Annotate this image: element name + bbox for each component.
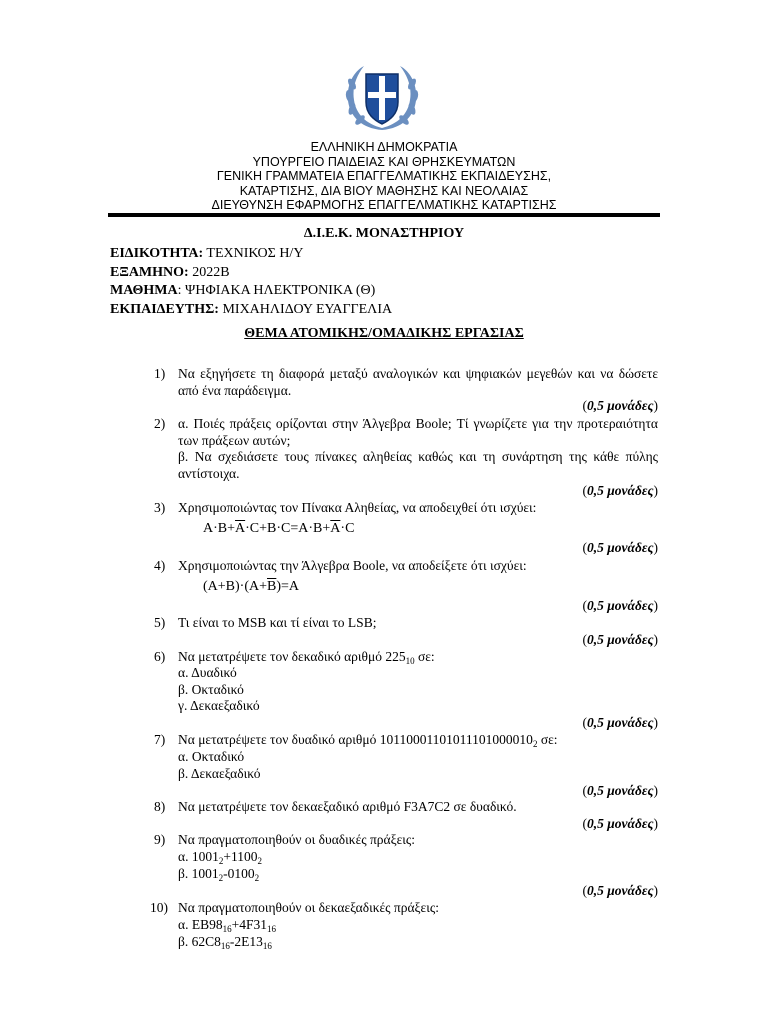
question-7-option-b: β. Δεκαεξαδικό	[178, 766, 261, 781]
header-divider	[108, 213, 660, 217]
question-points: (0,5 μονάδες)	[582, 883, 658, 898]
question-number: 7)	[154, 732, 166, 747]
question-9-option-b: β. $1001_2-0100_2$	[178, 866, 260, 883]
question-points: (0,5 μονάδες)	[582, 540, 658, 555]
question-number: 3)	[154, 500, 166, 515]
question-7-text: Να μετατρέψετε τον δυαδικό αριθμό $10110001101011101000010_2$ σε:	[178, 732, 558, 749]
question-8-text: Να μετατρέψετε τον δεκαεξαδικό αριθμό F3A7C2 σε δυαδικό.	[178, 799, 517, 814]
meta-instructor	[110, 301, 392, 320]
question-points: (0,5 μονάδες)	[582, 598, 658, 613]
question-3-text: Χρησιμοποιώντας τον Πίνακα Αληθείας, να αποδειχθεί ότι ισχύει:	[178, 500, 537, 515]
question-number: 9)	[154, 832, 166, 847]
ministry-line: ΥΠΟΥΡΓΕΙΟ ΠΑΙΔΕΙΑΣ ΚΑΙ ΘΡΗΣΚΕΥΜΑΤΩΝ	[252, 154, 516, 169]
ministry-line: ΓΕΝΙΚΗ ΓΡΑΜΜΑΤΕΙΑ ΕΠΑΓΓΕΛΜΑΤΙΚΗΣ ΕΚΠΑΙΔΕΥΣΗΣ,	[216, 169, 552, 183]
ministry-line: ΔΙΕΥΘΥΝΣΗ ΕΦΑΡΜΟΓΗΣ ΕΠΑΓΓΕΛΜΑΤΙΚΗΣ ΚΑΤΑΡΤΙΣΗΣ	[211, 198, 557, 212]
question-4-text: Χρησιμοποιώντας την Άλγεβρα Boole, να αποδείξετε ότι ισχύει:	[178, 558, 527, 573]
meta-course	[110, 282, 392, 301]
meta-label: ΜΑΘΗΜΑ	[110, 283, 178, 298]
question-number: 5)	[154, 615, 166, 630]
question-points: (0,5 μονάδες)	[582, 398, 658, 413]
meta-value: 2022Β	[192, 264, 230, 280]
question-10-option-b: β. $62C8_{16}-2E13_{16}$	[178, 934, 272, 951]
meta-value: : ΨΗΦΙΑΚΑ ΗΛΕΚΤΡΟΝΙΚΑ (Θ)	[177, 283, 376, 298]
meta-semester	[110, 264, 392, 283]
question-number: 8)	[154, 799, 166, 814]
question-number: 4)	[154, 558, 166, 573]
question-7-option-a: α. Οκταδικό	[178, 749, 245, 764]
meta-label: ΕΙΔΙΚΟΤΗΤΑ:	[110, 246, 204, 261]
question-2a-text: α. Ποιές πράξεις ορίζονται στην Άλγεβρα Boole; Τί γνωρίζετε για την προτεραιότητα των πράξεων αυτών;	[178, 416, 658, 448]
question-number: 1)	[154, 366, 166, 381]
meta-label: ΕΞΑΜΗΝΟ:	[110, 264, 189, 280]
question-6-text: Να μετατρέψετε τον δεκαδικό αριθμό $225_{10}$ σε:	[178, 649, 435, 666]
question-points: (0,5 μονάδες)	[582, 816, 658, 831]
ministry-line: ΕΛΛΗΝΙΚΗ ΔΗΜΟΚΡΑΤΙΑ	[310, 140, 458, 154]
meta-value: ΤΕΧΝΙΚΟΣ Η/Υ	[206, 246, 304, 261]
question-number: 6)	[154, 649, 166, 664]
question-3-formula: $A\cdot B+\overline{A}\cdot C+B\cdot C=A\cdot B+\overline{A}\cdot C$	[203, 521, 355, 536]
ministry-header	[110, 140, 658, 213]
question-5-text: Τι είναι το MSB και τί είναι το LSB;	[178, 615, 377, 630]
meta-value: ΜΙΧΑΗΛΙΔΟΥ ΕΥΑΓΓΕΛΙΑ	[222, 301, 393, 317]
question-1-text: Να εξηγήσετε τη διαφορά μεταξύ αναλογικών και ψηφιακών μεγεθών και να δώσετε από ένα παράδειγμα.	[178, 366, 658, 398]
question-number: 2)	[154, 416, 166, 431]
question-number: 10)	[150, 900, 168, 915]
question-points: (0,5 μονάδες)	[582, 483, 658, 498]
school-name: Δ.Ι.Ε.Κ. ΜΟΝΑΣΤΗΡΙΟΥ	[303, 226, 465, 241]
question-6-option-b: β. Οκταδικό	[178, 682, 244, 697]
course-meta	[110, 245, 392, 319]
shield	[366, 74, 398, 124]
meta-label: ΕΚΠΑΙΔΕΥΤΗΣ:	[110, 301, 219, 317]
question-6-option-a: α. Δυαδικό	[178, 665, 237, 680]
ministry-line: ΚΑΤΑΡΤΙΣΗΣ, ΔΙΑ ΒΙΟΥ ΜΑΘΗΣΗΣ ΚΑΙ ΝΕΟΛΑΙΑΣ	[239, 183, 529, 198]
question-10-text: Να πραγματοποιηθούν οι δεκαεξαδικές πράξεις:	[178, 900, 439, 915]
question-6-option-c: γ. Δεκαεξαδικό	[178, 698, 260, 713]
question-9-text: Να πραγματοποιηθούν οι δυαδικές πράξεις:	[178, 832, 416, 847]
greek-emblem-logo	[340, 62, 424, 134]
question-4-formula: $(A+B)\cdot(A+\overline{B})=A$	[203, 579, 300, 594]
question-2b-text: β. Να σχεδιάσετε τους πίνακες αληθείας καθώς και τη συνάρτηση της κάθε πύλης αντίστοιχα.	[178, 449, 658, 481]
assignment-title: ΘΕΜΑ ΑΤΟΜΙΚΗΣ/ΟΜΑΔΙΚΗΣ ΕΡΓΑΣΙΑΣ	[244, 326, 524, 341]
question-9-option-a: α. $1001_2+1100_2$	[178, 849, 262, 866]
question-points: (0,5 μονάδες)	[582, 715, 658, 730]
meta-specialty	[110, 245, 392, 264]
question-points: (0,5 μονάδες)	[582, 783, 658, 798]
question-10-option-a: α. $EB98_{16}+4F31_{16}$	[178, 917, 276, 934]
question-points: (0,5 μονάδες)	[582, 632, 658, 647]
